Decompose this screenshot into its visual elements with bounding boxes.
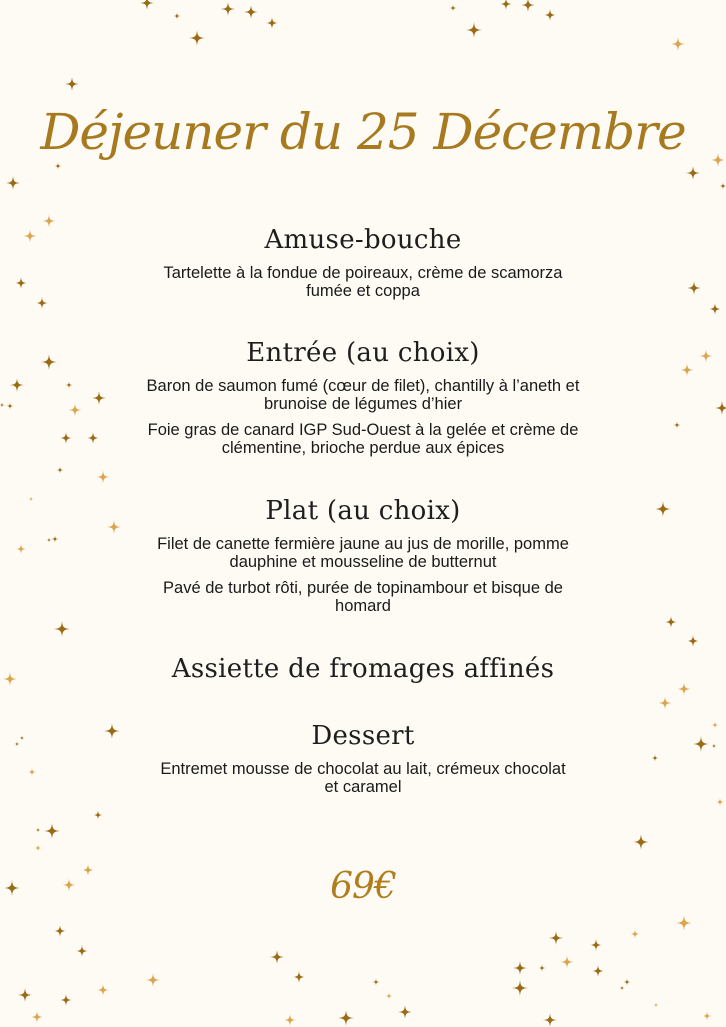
section-heading: Entrée (au choix) (0, 337, 726, 369)
menu-title: Déjeuner du 25 Décembre (0, 92, 726, 172)
dish-item: Filet de canette fermière jaune au jus de morille, pomme dauphine et mousseline de butternut (148, 535, 578, 571)
section-fromages (0, 653, 726, 685)
dish-item: Pavé de turbot rôti, purée de topinambour et bisque de homard (133, 579, 593, 615)
menu-price: 69€ (0, 862, 726, 912)
dish-item: Tartelette à la fondue de poireaux, crème de scamorza fumée et coppa (163, 264, 563, 300)
section-heading: Dessert (0, 720, 726, 752)
dish-item: Baron de saumon fumé (cœur de filet), chantilly à l’aneth et brunoise de légumes d’hier (143, 377, 583, 413)
dish-item: Entremet mousse de chocolat au lait, crémeux chocolat et caramel (153, 760, 573, 796)
section-heading: Assiette de fromages affinés (0, 653, 726, 685)
section-heading: Plat (au choix) (0, 495, 726, 527)
section-heading: Amuse-bouche (0, 224, 726, 256)
section-plat (0, 495, 726, 615)
section-entree (0, 337, 726, 457)
section-amuse-bouche (0, 224, 726, 300)
dish-item: Foie gras de canard IGP Sud-Ouest à la gelée et crème de clémentine, brioche perdue aux épices (143, 421, 583, 457)
section-dessert (0, 720, 726, 796)
